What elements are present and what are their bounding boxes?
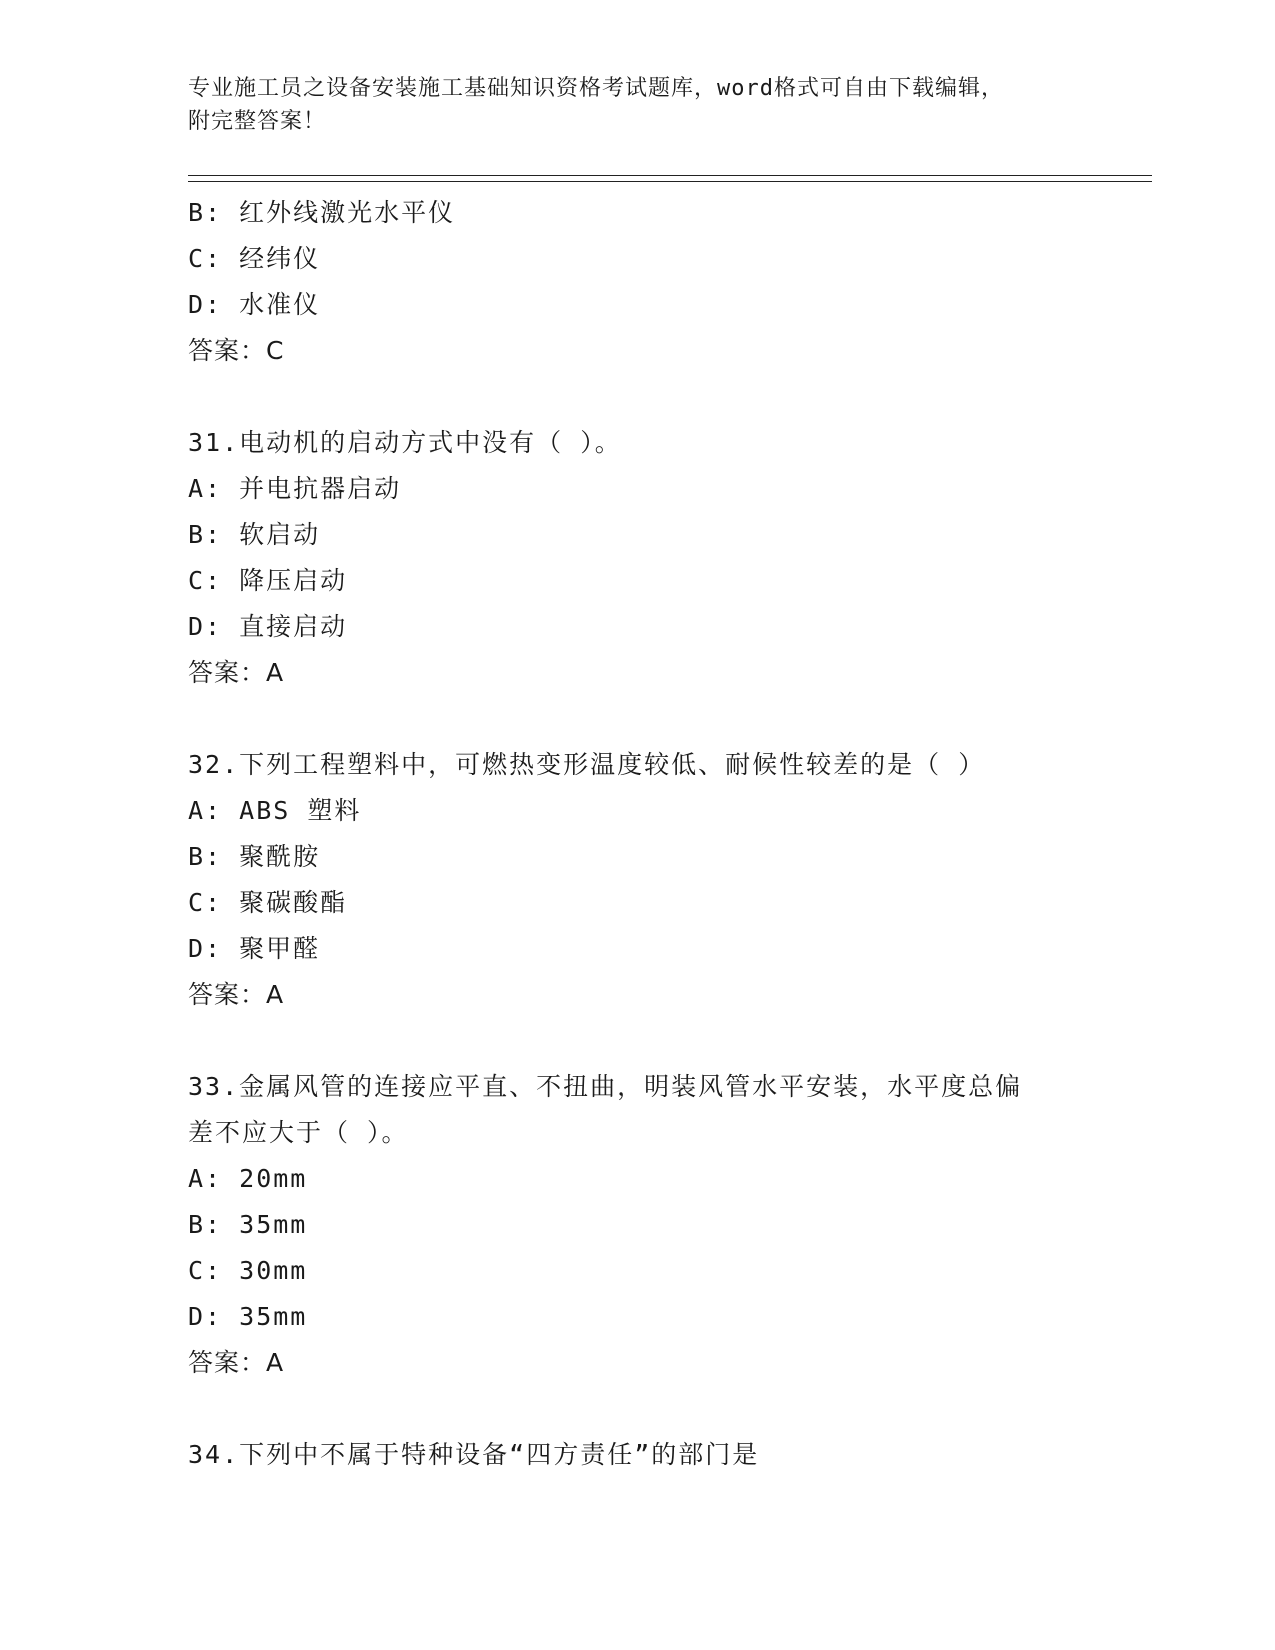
option-c: C: 降压启动 <box>188 566 348 595</box>
question-text: 34.下列中不属于特种设备“四方责任”的部门是 <box>188 1440 760 1469</box>
option-b: B: 软启动 <box>188 520 321 549</box>
option-c: C: 经纬仪 <box>188 244 321 273</box>
answer-line: 答案：A <box>188 658 285 687</box>
answer-line: 答案：A <box>188 1348 285 1377</box>
answer-line: 答案：A <box>188 980 285 1009</box>
header-line-2: 附完整答案！ <box>188 109 327 134</box>
option-a: A: ABS 塑料 <box>188 796 362 825</box>
answer-line: 答案：C <box>188 336 285 365</box>
question-text-line-2: 差不应大于（ ）。 <box>188 1118 409 1147</box>
option-d: D: 水准仪 <box>188 290 321 319</box>
option-c: C: 聚碳酸酯 <box>188 888 348 917</box>
header-line-1: 专业施工员之设备安装施工基础知识资格考试题库，word格式可自由下载编辑， <box>188 76 1004 101</box>
option-c: C: 30mm <box>188 1256 308 1285</box>
question-32 <box>188 742 1088 1018</box>
question-text: 32.下列工程塑料中，可燃热变形温度较低、耐候性较差的是（ ） <box>188 750 986 779</box>
option-d: D: 聚甲醛 <box>188 934 321 963</box>
option-b: B: 35mm <box>188 1210 308 1239</box>
option-b: B: 聚酰胺 <box>188 842 321 871</box>
option-d: D: 直接启动 <box>188 612 348 641</box>
partial-question <box>188 190 1088 374</box>
question-text-line-1: 33.金属风管的连接应平直、不扭曲，明装风管水平安装，水平度总偏 <box>188 1072 1023 1101</box>
question-list <box>188 190 1088 1478</box>
option-a: A: 并电抗器启动 <box>188 474 402 503</box>
header-divider-top <box>188 175 1152 176</box>
question-text: 31.电动机的启动方式中没有（ ）。 <box>188 428 622 457</box>
question-34 <box>188 1432 1088 1478</box>
question-31 <box>188 420 1088 696</box>
option-a: A: 20mm <box>188 1164 308 1193</box>
document-header <box>188 72 1088 138</box>
question-33 <box>188 1064 1088 1386</box>
option-b: B: 红外线激光水平仪 <box>188 198 456 227</box>
header-divider-bottom <box>188 181 1152 182</box>
option-d: D: 35mm <box>188 1302 308 1331</box>
